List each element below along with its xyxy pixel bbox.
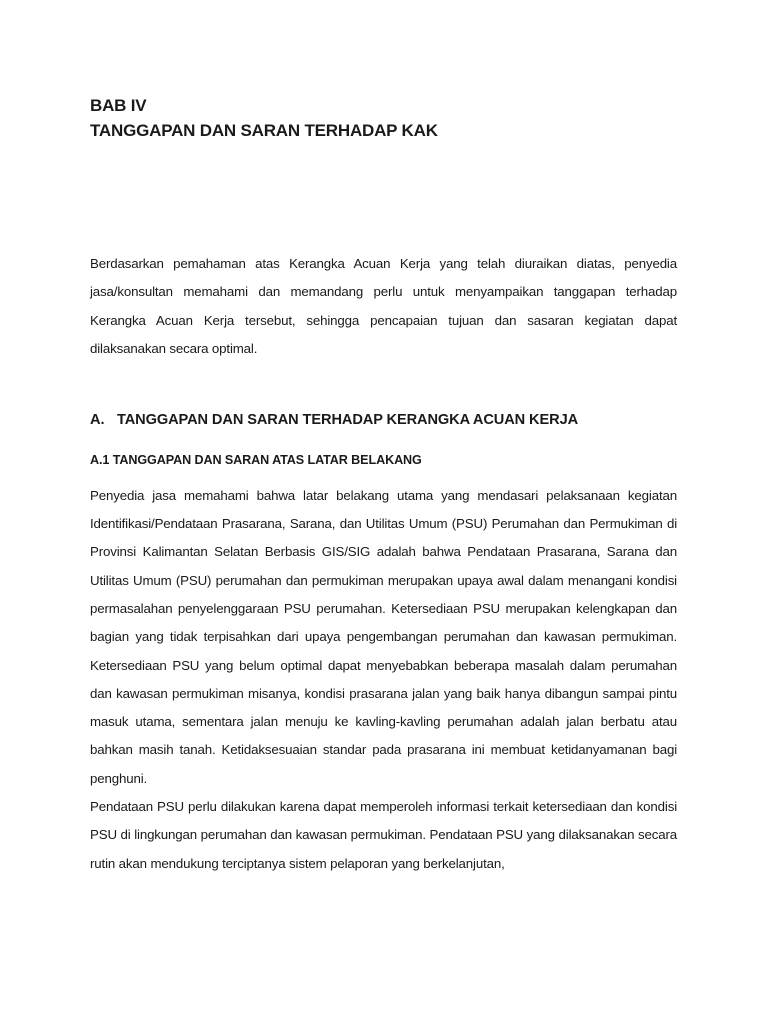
chapter-number: BAB IV <box>90 96 147 115</box>
subsection-heading-a1: A.1 TANGGAPAN DAN SARAN ATAS LATAR BELAKANG <box>90 453 422 468</box>
section-a-title: TANGGAPAN DAN SARAN TERHADAP KERANGKA ACUAN KERJA <box>117 412 579 429</box>
intro-paragraph: Berdasarkan pemahaman atas Kerangka Acuan Kerja yang telah diuraikan diatas, penyedia jasa/konsultan memahami dan memandang perlu untuk menyampaikan tanggapan terhadap Kerangka Acuan Kerja tersebut, sehingga pencapaian tujuan dan sasaran kegiatan dapat dilaksanakan secara optimal. <box>90 256 677 356</box>
intro-section <box>90 250 677 363</box>
section-a-number: A. <box>90 412 105 429</box>
body-paragraph-2: Pendataan PSU perlu dilakukan karena dapat memperoleh informasi terkait ketersediaan dan kondisi PSU di lingkungan perumahan dan kawasan permukiman. Pendataan PSU yang dilaksanakan secara rutin akan mendukung terciptanya sistem pelaporan yang berkelanjutan, <box>90 799 677 871</box>
section-heading-a <box>90 409 677 431</box>
body-paragraph-1: Penyedia jasa memahami bahwa latar belakang utama yang mendasari pelaksanaan kegiatan Identifikasi/Pendataan Prasarana, Sarana, dan Utilitas Umum (PSU) Perumahan dan Permukiman di Provinsi Kalimantan Selatan Berbasis GIS/SIG adalah bahwa Pendataan Prasarana, Sarana dan Utilitas Umum (PSU) perumahan dan permukiman merupakan upaya awal dalam menangani kondisi permasalahan penyelenggaraan PSU perumahan. Ketersediaan PSU merupakan kelengkapan dan bagian yang tidak terpisahkan dari upaya pengembangan perumahan dan kawasan permukiman. Ketersediaan PSU yang belum optimal dapat menyebabkan beberapa masalah dalam perumahan dan kawasan permukiman misanya, kondisi prasarana jalan yang baik hanya dibangun sampai pintu masuk utama, sementara jalan menuju ke kavling-kavling perumahan adalah jalan berbatu atau bahkan masih tanah. Ketidaksesuaian standar pada prasarana ini membuat ketidanyamanan bagi penghuni. <box>90 487 677 786</box>
document-page <box>90 93 677 878</box>
chapter-title: TANGGAPAN DAN SARAN TERHADAP KAK <box>90 121 438 140</box>
